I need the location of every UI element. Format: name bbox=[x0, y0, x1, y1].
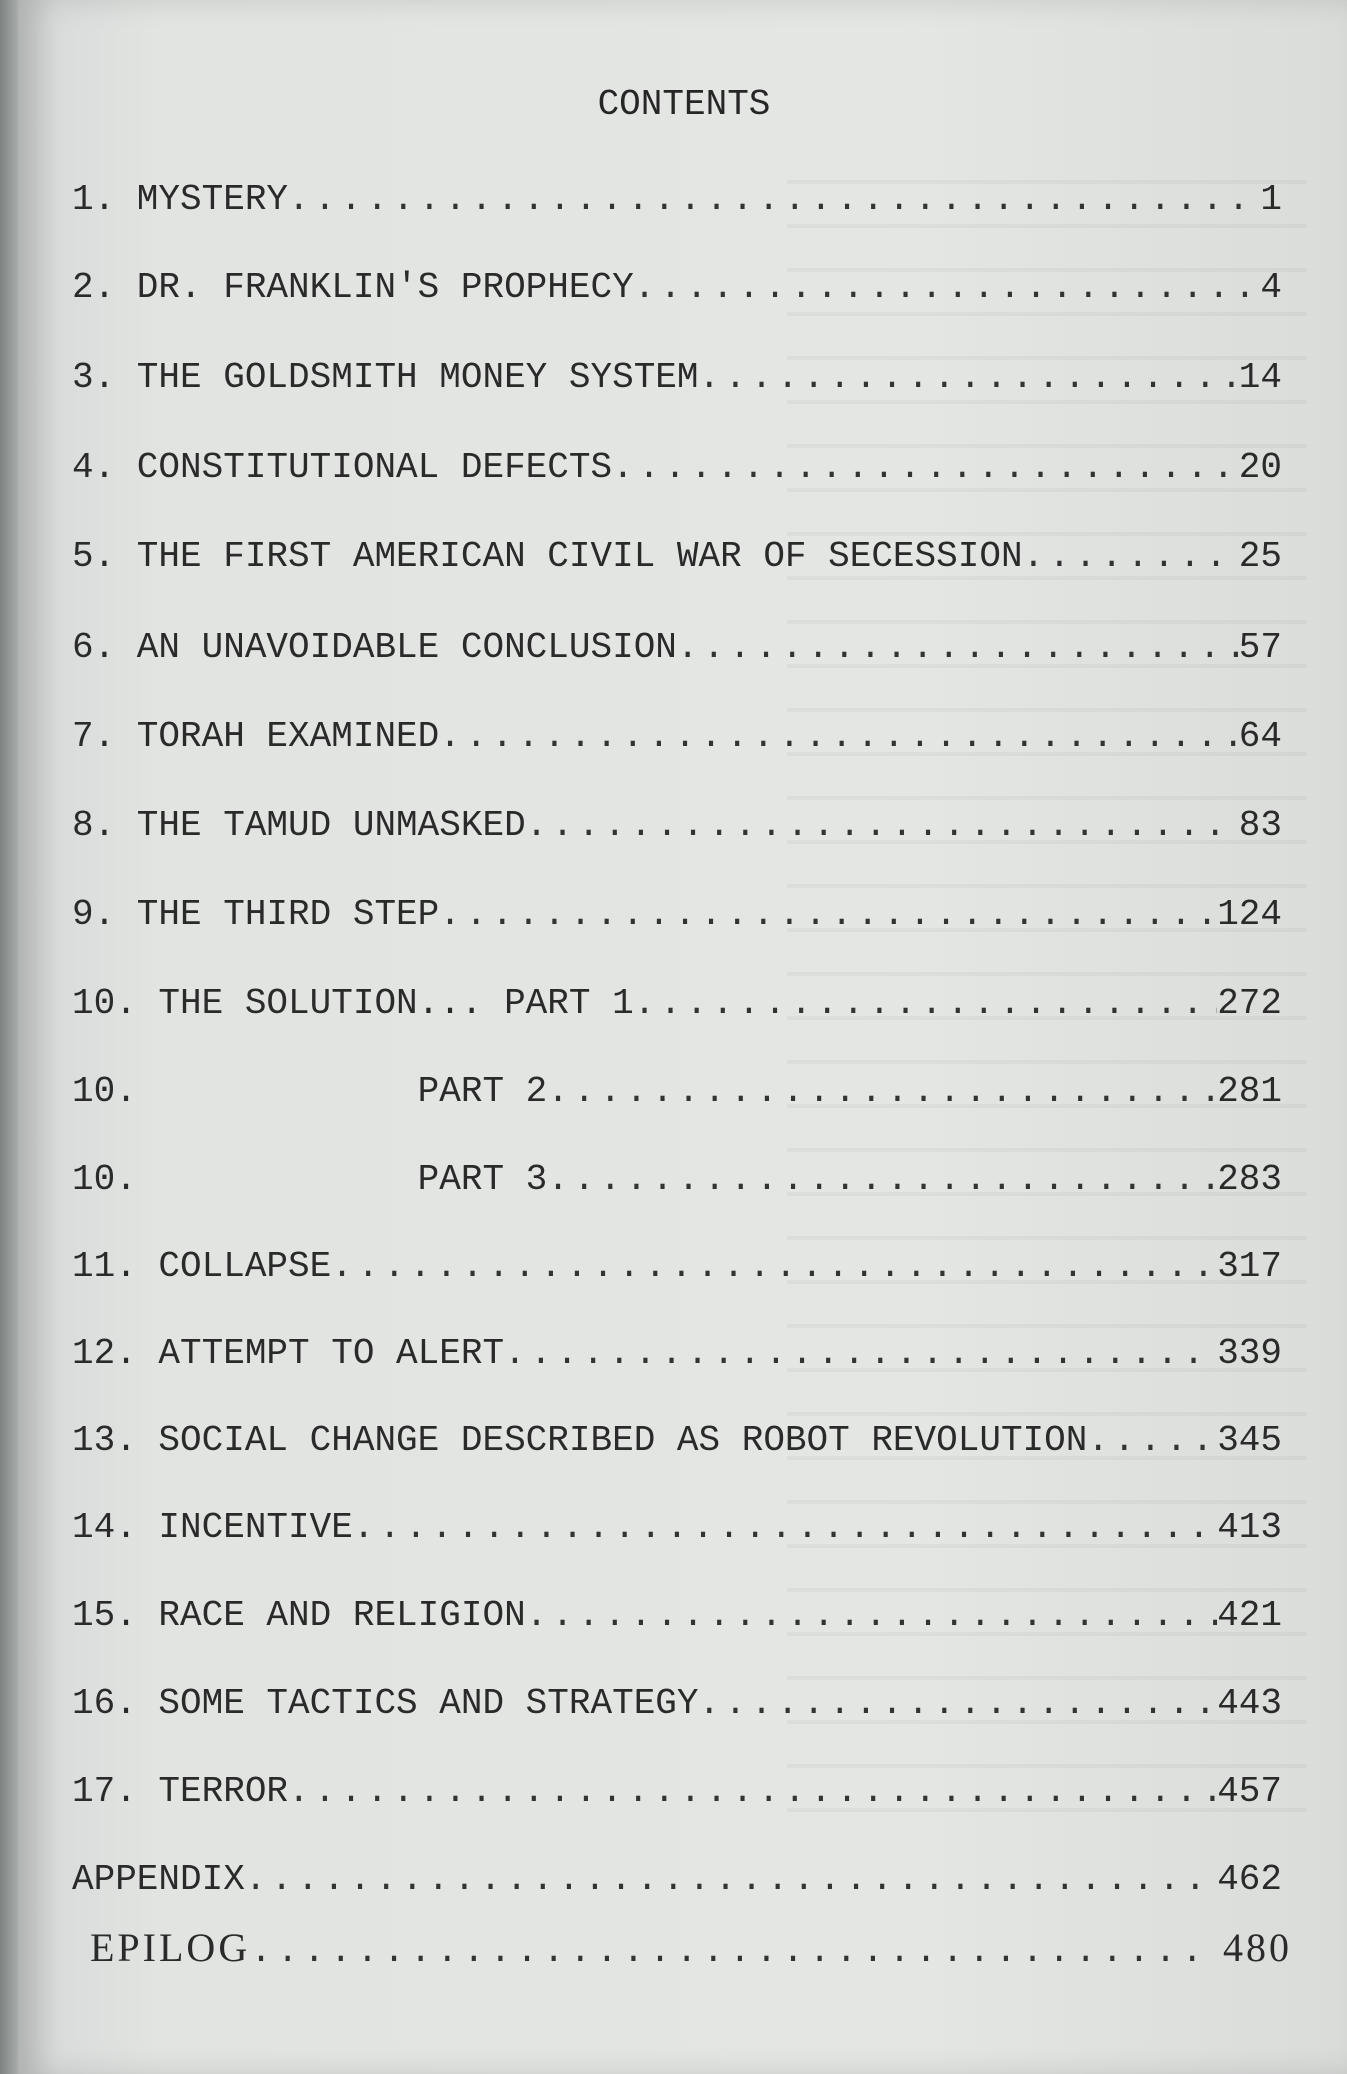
book-page bbox=[18, 0, 1347, 2074]
leader-dots bbox=[634, 982, 1217, 1026]
entry-title: 10. THE SOLUTION... PART 1 bbox=[72, 983, 634, 1024]
entry-page-number: 272 bbox=[1217, 983, 1282, 1024]
toc-entry bbox=[72, 715, 1282, 759]
entry-page-number: 281 bbox=[1217, 1071, 1282, 1112]
entry-title: 10. PART 2 bbox=[72, 1071, 548, 1112]
entry-page-number: 57 bbox=[1238, 627, 1282, 668]
toc-entry bbox=[72, 1594, 1282, 1638]
leader-dots bbox=[699, 356, 1239, 400]
entry-page-number: 25 bbox=[1238, 536, 1282, 577]
toc-entry bbox=[72, 1332, 1282, 1376]
entry-page-number: 83 bbox=[1238, 805, 1282, 846]
entry-title: 10. PART 3 bbox=[72, 1159, 548, 1200]
leader-dots bbox=[245, 1858, 1217, 1902]
entry-title: 11. COLLAPSE bbox=[72, 1246, 332, 1287]
entry-page-number: 14 bbox=[1238, 357, 1282, 398]
entry-title: 7. TORAH EXAMINED bbox=[72, 716, 440, 757]
toc-entry bbox=[72, 804, 1282, 848]
toc-entry bbox=[72, 982, 1282, 1026]
toc-entry bbox=[72, 626, 1282, 670]
entry-page-number: 283 bbox=[1217, 1159, 1282, 1200]
leader-dots bbox=[634, 266, 1261, 310]
entry-page-number: 462 bbox=[1217, 1859, 1282, 1900]
leader-dots bbox=[288, 1770, 1217, 1814]
leader-dots bbox=[1023, 535, 1239, 579]
entry-title: EPILOG bbox=[90, 1925, 251, 1970]
entry-page-number: 480 bbox=[1210, 1925, 1292, 1970]
leader-dots bbox=[288, 178, 1260, 222]
leader-dots bbox=[504, 1332, 1217, 1376]
toc-entry bbox=[72, 356, 1282, 400]
leader-dots bbox=[547, 1070, 1217, 1114]
toc-entry bbox=[90, 1926, 1292, 1970]
leader-dots bbox=[547, 1158, 1217, 1202]
toc-entry bbox=[72, 1682, 1282, 1726]
leader-dots bbox=[331, 1245, 1217, 1289]
entry-page-number: 339 bbox=[1217, 1333, 1282, 1374]
leader-dots bbox=[526, 804, 1239, 848]
entry-page-number: 421 bbox=[1217, 1595, 1282, 1636]
toc-entry bbox=[72, 1770, 1282, 1814]
leader-dots bbox=[699, 1682, 1218, 1726]
leader-dots bbox=[677, 626, 1239, 670]
entry-title: 16. SOME TACTICS AND STRATEGY bbox=[72, 1683, 699, 1724]
entry-page-number: 443 bbox=[1217, 1683, 1282, 1724]
entry-title: 14. INCENTIVE bbox=[72, 1507, 353, 1548]
leader-dots bbox=[612, 446, 1239, 490]
leader-dots bbox=[526, 1594, 1218, 1638]
toc-entry bbox=[72, 178, 1282, 222]
entry-page-number: 1 bbox=[1260, 179, 1282, 220]
entry-page-number: 4 bbox=[1260, 267, 1282, 308]
toc-entry bbox=[72, 1506, 1282, 1550]
entry-title: 8. THE TAMUD UNMASKED bbox=[72, 805, 526, 846]
toc-entry bbox=[72, 893, 1282, 937]
entry-page-number: 413 bbox=[1217, 1507, 1282, 1548]
entry-page-number: 124 bbox=[1217, 894, 1282, 935]
entry-title: 3. THE GOLDSMITH MONEY SYSTEM bbox=[72, 357, 699, 398]
page-title: CONTENTS bbox=[597, 84, 771, 125]
entry-page-number: 317 bbox=[1217, 1246, 1282, 1287]
toc-entry bbox=[72, 1419, 1282, 1463]
entry-title: 5. THE FIRST AMERICAN CIVIL WAR OF SECESSION bbox=[72, 536, 1023, 577]
toc-entry bbox=[72, 535, 1282, 579]
entry-title: 17. TERROR bbox=[72, 1771, 289, 1812]
entry-page-number: 457 bbox=[1217, 1771, 1282, 1812]
entry-title: APPENDIX bbox=[72, 1859, 245, 1900]
entry-title: 15. RACE AND RELIGION bbox=[72, 1595, 526, 1636]
entry-title: 6. AN UNAVOIDABLE CONCLUSION bbox=[72, 627, 677, 668]
toc-entry bbox=[72, 266, 1282, 310]
entry-title: 2. DR. FRANKLIN'S PROPHECY bbox=[72, 267, 634, 308]
entry-title: 12. ATTEMPT TO ALERT bbox=[72, 1333, 505, 1374]
toc-entry bbox=[72, 1070, 1282, 1114]
entry-title: 13. SOCIAL CHANGE DESCRIBED AS ROBOT REVOLUTION bbox=[72, 1420, 1088, 1461]
leader-dots bbox=[353, 1506, 1217, 1550]
leader-dots bbox=[250, 1930, 1210, 1974]
leader-dots bbox=[439, 893, 1217, 937]
toc-entry bbox=[72, 1158, 1282, 1202]
toc-entry bbox=[72, 446, 1282, 490]
entry-title: 4. CONSTITUTIONAL DEFECTS bbox=[72, 447, 613, 488]
entry-page-number: 345 bbox=[1217, 1420, 1282, 1461]
book-spine-shadow bbox=[0, 0, 18, 2074]
entry-title: 9. THE THIRD STEP bbox=[72, 894, 440, 935]
toc-entry bbox=[72, 1858, 1282, 1902]
entry-title: 1. MYSTERY bbox=[72, 179, 289, 220]
leader-dots bbox=[1087, 1419, 1217, 1463]
leader-dots bbox=[439, 715, 1239, 759]
entry-page-number: 64 bbox=[1238, 716, 1282, 757]
toc-entry bbox=[72, 1245, 1282, 1289]
entry-page-number: 20 bbox=[1238, 447, 1282, 488]
